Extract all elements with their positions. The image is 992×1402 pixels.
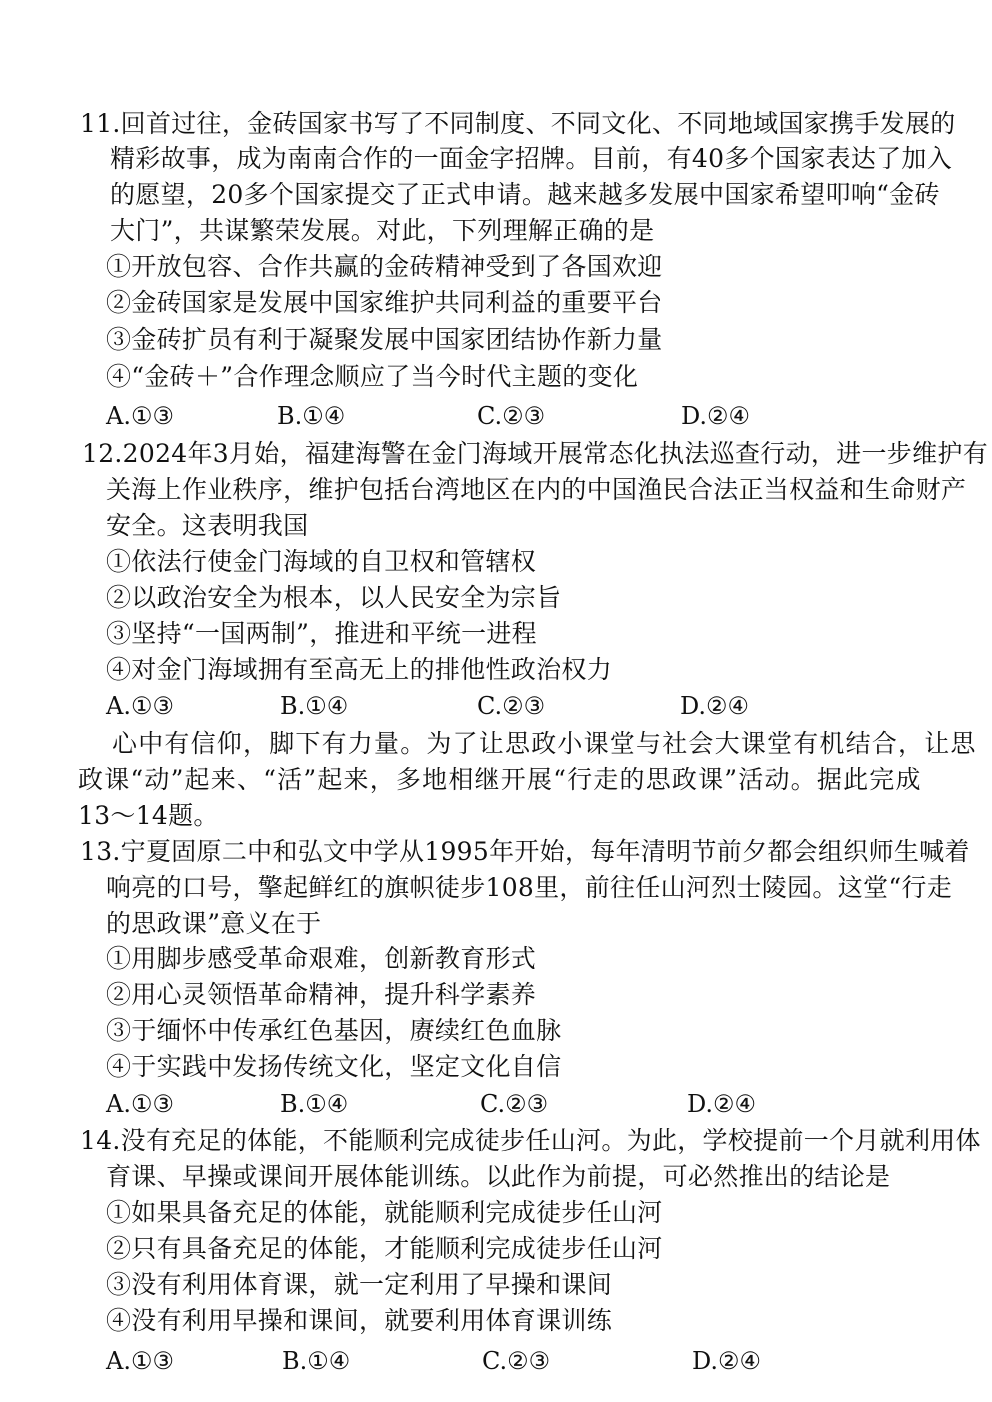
intro-line-3: 13～14题。	[78, 801, 219, 830]
q12-choice-c[interactable]: C.②③	[477, 692, 546, 720]
q13-choice-d[interactable]: D.②④	[687, 1090, 757, 1118]
q12-option-2: ②以政治安全为根本，以人民安全为宗旨	[106, 583, 562, 612]
q11-choice-b[interactable]: B.①④	[277, 402, 346, 430]
q14-choice-c[interactable]: C.②③	[482, 1347, 551, 1375]
q13-choices	[106, 1088, 836, 1120]
q14-choices	[106, 1345, 836, 1377]
q13-choice-b[interactable]: B.①④	[280, 1090, 349, 1118]
q11-stem-line-1: 11.回首过往，金砖国家书写了不同制度、不同文化、不同地域国家携手发展的	[80, 109, 956, 138]
q11-choice-d[interactable]: D.②④	[681, 402, 751, 430]
intro-line-2: 政课“动”起来、“活”起来，多地相继开展“行走的思政课”活动。据此完成	[78, 765, 922, 794]
q13-option-1: ①用脚步感受革命艰难，创新教育形式	[106, 944, 537, 973]
q11-option-2: ②金砖国家是发展中国家维护共同利益的重要平台	[106, 288, 663, 317]
q13-choice-a[interactable]: A.①③	[106, 1090, 174, 1118]
q13-option-2: ②用心灵领悟革命精神，提升科学素养	[106, 980, 537, 1009]
q13-option-3: ③于缅怀中传承红色基因，赓续红色血脉	[106, 1016, 562, 1045]
q14-option-2: ②只有具备充足的体能，才能顺利完成徒步任山河	[106, 1234, 663, 1263]
q12-option-3: ③坚持“一国两制”，推进和平统一进程	[106, 619, 537, 648]
q14-choice-b[interactable]: B.①④	[282, 1347, 351, 1375]
q11-stem-line-4: 大门”，共谋繁荣发展。对此，下列理解正确的是	[110, 216, 655, 245]
q12-stem-line-2: 关海上作业秩序，维护包括台湾地区在内的中国渔民合法正当权益和生命财产	[106, 475, 967, 504]
q12-choices	[106, 690, 826, 722]
q14-choice-a[interactable]: A.①③	[106, 1347, 174, 1375]
q14-choice-d[interactable]: D.②④	[692, 1347, 762, 1375]
q14-option-4: ④没有利用早操和课间，就要利用体育课训练	[106, 1306, 613, 1335]
q11-option-1: ①开放包容、合作共赢的金砖精神受到了各国欢迎	[106, 252, 663, 281]
q12-option-4: ④对金门海域拥有至高无上的排他性政治权力	[106, 655, 613, 684]
q11-choice-a[interactable]: A.①③	[106, 402, 174, 430]
q12-choice-d[interactable]: D.②④	[680, 692, 750, 720]
q12-choice-a[interactable]: A.①③	[106, 692, 174, 720]
q11-stem-line-2: 精彩故事，成为南南合作的一面金字招牌。目前，有40多个国家表达了加入	[110, 144, 953, 173]
q13-stem-line-1: 13.宁夏固原二中和弘文中学从1995年开始，每年清明节前夕都会组织师生喊着	[80, 837, 970, 866]
q13-choice-c[interactable]: C.②③	[480, 1090, 549, 1118]
q14-stem-line-2: 育课、早操或课间开展体能训练。以此作为前提，可必然推出的结论是	[106, 1162, 891, 1191]
q12-choice-b[interactable]: B.①④	[280, 692, 349, 720]
q12-stem-line-3: 安全。这表明我国	[106, 511, 309, 540]
q12-option-1: ①依法行使金门海域的自卫权和管辖权	[106, 547, 537, 576]
intro-line-1: 心中有信仰，脚下有力量。为了让思政小课堂与社会大课堂有机结合，让思	[112, 729, 977, 758]
q14-option-3: ③没有利用体育课，就一定利用了早操和课间	[106, 1270, 613, 1299]
q11-stem-line-3: 的愿望，20多个国家提交了正式申请。越来越多发展中国家希望叩响“金砖	[110, 180, 940, 209]
q11-choice-c[interactable]: C.②③	[477, 402, 546, 430]
q13-stem-line-3: 的思政课”意义在于	[106, 909, 322, 938]
q14-option-1: ①如果具备充足的体能，就能顺利完成徒步任山河	[106, 1198, 663, 1227]
q11-choices	[106, 400, 826, 432]
q13-stem-line-2: 响亮的口号，擎起鲜红的旗帜徒步108里，前往任山河烈士陵园。这堂“行走	[106, 873, 953, 902]
q14-stem-line-1: 14.没有充足的体能，不能顺利完成徒步任山河。为此，学校提前一个月就利用体	[80, 1126, 981, 1155]
q11-option-3: ③金砖扩员有利于凝聚发展中国家团结协作新力量	[106, 325, 663, 354]
q13-option-4: ④于实践中发扬传统文化，坚定文化自信	[106, 1052, 562, 1081]
q11-option-4: ④“金砖＋”合作理念顺应了当今时代主题的变化	[106, 362, 639, 391]
q12-stem-line-1: 12.2024年3月始，福建海警在金门海域开展常态化执法巡查行动，进一步维护有	[82, 439, 988, 468]
